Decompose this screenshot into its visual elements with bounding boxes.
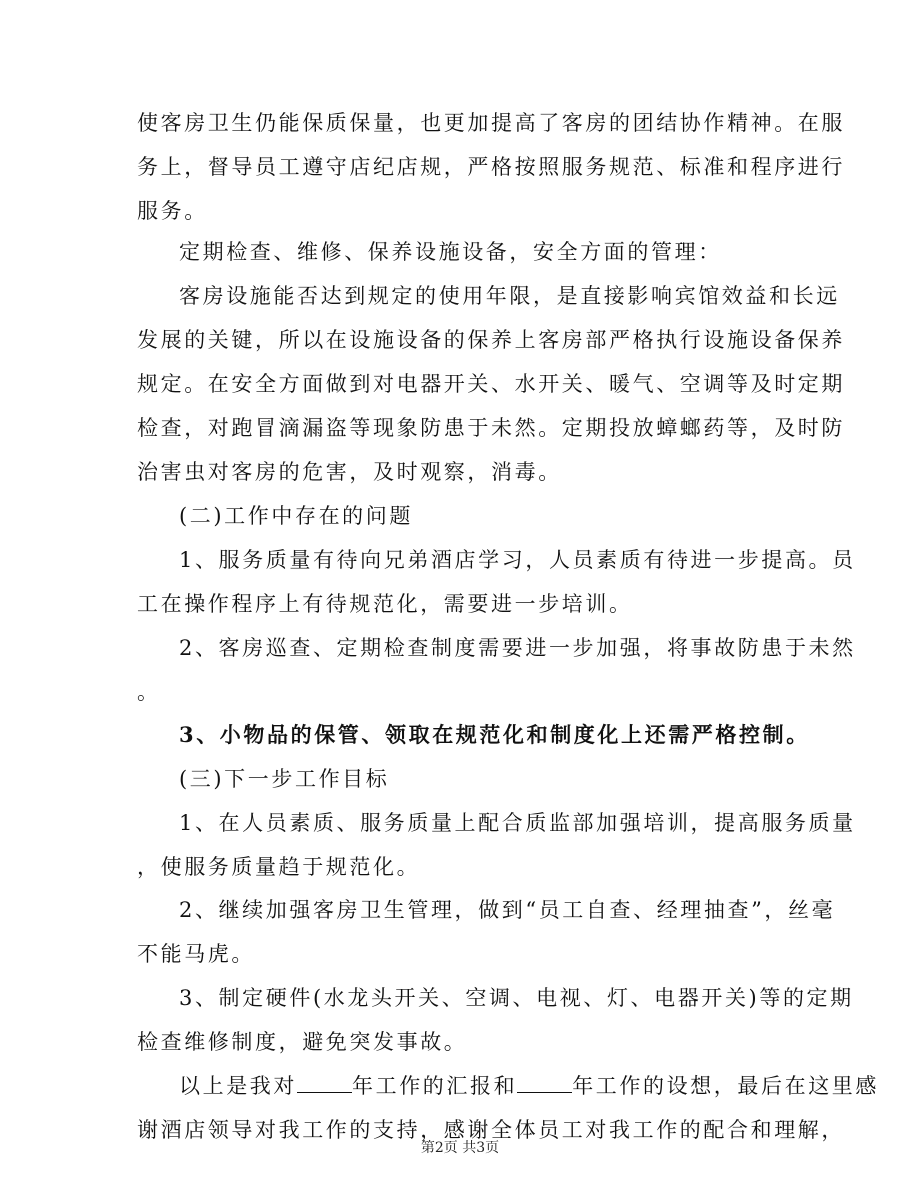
- paragraph-line: 务上，督导员工遵守店纪店规，严格按照服务规范、标准和程序进行: [137, 155, 845, 179]
- paragraph-line: 3、制定硬件(水龙头开关、空调、电视、灯、电器开关)等的定期: [179, 986, 854, 1010]
- paragraph-line: 客房设施能否达到规定的使用年限，是直接影响宾馆效益和长远: [179, 284, 840, 308]
- blank-underline: [297, 1074, 352, 1093]
- text-segment: 年工作的设想，最后在这里感: [572, 1074, 880, 1098]
- paragraph-line: 工在操作程序上有待规范化，需要进一步培训。: [137, 592, 633, 616]
- paragraph-line: 1、服务质量有待向兄弟酒店学习，人员素质有待进一步提高。员: [179, 548, 856, 572]
- paragraph-line: 规定。在安全方面做到对电器开关、水开关、暖气、空调等及时定期: [137, 372, 845, 396]
- paragraph-line: 。: [137, 680, 161, 704]
- paragraph-line: ，使服务质量趋于规范化。: [137, 855, 421, 879]
- paragraph-line-bold: 3、小物品的保管、领取在规范化和制度化上还需严格控制。: [179, 722, 810, 747]
- paragraph-line: 使客房卫生仍能保质保量，也更加提高了客房的团结协作精神。在服: [137, 111, 845, 135]
- page-number-footer: 第2页 共3页: [420, 1140, 500, 1156]
- text-segment: 以上是我对: [179, 1074, 297, 1098]
- section-heading: (三)下一步工作目标: [179, 767, 390, 791]
- paragraph-line: 检查维修制度，避免突发事故。: [137, 1030, 468, 1054]
- blank-underline: [517, 1074, 572, 1093]
- paragraph-line: [179, 1071, 879, 1101]
- paragraph-line: 不能马虎。: [137, 942, 255, 966]
- paragraph-line: 2、客房巡查、定期检查制度需要进一步加强，将事故防患于未然: [179, 636, 856, 660]
- paragraph-line: 检查，对跑冒滴漏盗等现象防患于未然。定期投放蟑螂药等，及时防: [137, 416, 845, 440]
- text-segment: 年工作的汇报和: [352, 1074, 518, 1098]
- paragraph-line: 2、继续加强客房卫生管理，做到“员工自查、经理抽查”，丝毫: [179, 898, 836, 922]
- paragraph-line: 谢酒店领导对我工作的支持，感谢全体员工对我工作的配合和理解，: [137, 1118, 845, 1142]
- paragraph-line: 服务。: [137, 199, 208, 223]
- paragraph-line: 发展的关键，所以在设施设备的保养上客房部严格执行设施设备保养: [137, 328, 845, 352]
- paragraph-line: 1、在人员素质、服务质量上配合质监部加强培训，提高服务质量: [179, 811, 856, 835]
- section-heading: (二)工作中存在的问题: [179, 504, 413, 528]
- paragraph-line: 治害虫对客房的危害，及时观察，消毒。: [137, 460, 562, 484]
- paragraph-line: 定期检查、维修、保养设施设备，安全方面的管理：: [179, 240, 722, 264]
